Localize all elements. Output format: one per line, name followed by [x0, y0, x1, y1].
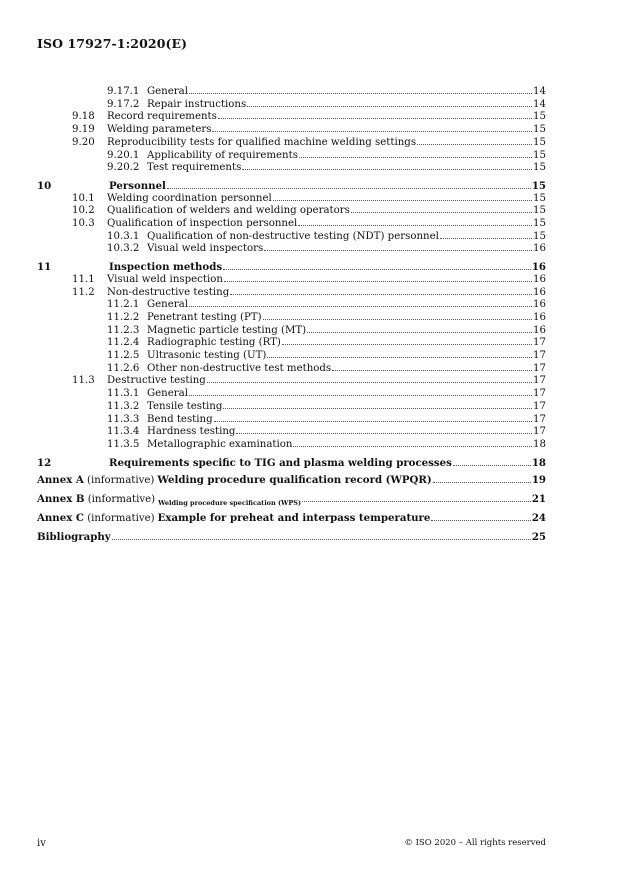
dot-leader	[212, 131, 532, 132]
toc-entry[interactable]	[37, 193, 546, 206]
annex-title: Example for preheat and interpass temperature	[157, 511, 431, 524]
toc-entry-annex-c[interactable]	[37, 512, 546, 526]
toc-entry[interactable]	[37, 299, 546, 312]
toc-entry-number: 11.3.3	[107, 413, 140, 425]
toc-entry-page: 15	[533, 162, 546, 174]
annex-title: Welding procedure specification (WPS)	[158, 499, 302, 508]
toc-entry-page: 15	[533, 149, 546, 161]
dot-leader	[218, 118, 532, 119]
annex-title: Welding procedure qualification record (WPQR)	[157, 474, 432, 487]
dot-leader	[263, 319, 532, 320]
toc-entry[interactable]	[37, 401, 546, 414]
dot-leader	[230, 294, 532, 295]
toc-entry-page: 16	[533, 324, 546, 336]
annex-label: Annex B	[37, 493, 85, 506]
toc-entry-annex-b[interactable]	[37, 493, 546, 507]
toc-entry-page: 18	[531, 456, 546, 469]
toc-entry[interactable]	[37, 414, 546, 427]
toc-entry-number: 9.20.1	[107, 149, 140, 161]
toc-entry-title: General	[147, 299, 188, 311]
toc-block-10	[37, 180, 546, 256]
toc-entry[interactable]	[37, 375, 546, 388]
toc-entry-number: 11.2.6	[107, 362, 140, 374]
toc-entry[interactable]	[37, 363, 546, 376]
toc-entry[interactable]	[37, 274, 546, 287]
dot-leader	[267, 357, 532, 358]
dot-leader	[417, 144, 532, 145]
toc-entry-number: 11.3.4	[107, 426, 140, 438]
toc-entry-title: Visual weld inspectors	[147, 243, 264, 255]
toc-entry-page: 16	[531, 261, 546, 274]
toc-entry[interactable]	[37, 426, 546, 439]
toc-entry[interactable]	[37, 205, 546, 218]
dot-leader	[247, 106, 532, 107]
toc-entry-number: 9.20.2	[107, 162, 140, 174]
toc-entry-page: 24	[531, 511, 546, 524]
dot-leader	[351, 212, 532, 213]
toc-entry-page: 15	[531, 179, 546, 192]
toc-entry[interactable]	[37, 439, 546, 452]
toc-entry[interactable]	[37, 162, 546, 175]
toc-entry-number: 10	[37, 179, 52, 192]
toc-entry[interactable]	[37, 350, 546, 363]
annex-informative: (informative)	[87, 494, 156, 506]
toc-entry-number: 11.1	[72, 273, 95, 285]
dot-leader	[440, 238, 532, 239]
dot-leader	[431, 520, 530, 521]
toc-entry-title: Metallographic examination	[147, 438, 293, 450]
toc-entry-number: 9.18	[72, 111, 95, 123]
toc-entry-number: 10.2	[72, 205, 95, 217]
toc-block-9	[37, 86, 546, 175]
annex-label: Annex A	[37, 474, 84, 487]
dot-leader	[264, 250, 532, 251]
dot-leader	[302, 501, 531, 502]
toc-entry-number: 11.2	[72, 286, 95, 298]
toc-entry-number: 11.3.1	[107, 388, 140, 400]
toc-entry[interactable]	[37, 312, 546, 325]
toc-entry-title: Requirements specific to TIG and plasma welding processes	[109, 456, 452, 469]
dot-leader	[189, 306, 532, 307]
dot-leader	[189, 395, 532, 396]
toc-entry-number: 11.3.5	[107, 438, 140, 450]
toc-entry-title: Other non-destructive test methods	[147, 362, 332, 374]
toc-entry[interactable]	[37, 231, 546, 244]
toc-entry-title: Applicability of requirements	[147, 149, 298, 161]
toc-entry-title: General	[147, 86, 188, 97]
toc-entry[interactable]	[37, 287, 546, 300]
toc-entry-number: 9.20	[72, 136, 95, 148]
toc-entry-number: 9.17.1	[107, 86, 140, 97]
toc-entry-title: Personnel	[109, 179, 166, 192]
toc-entry-title: Visual weld inspection	[107, 273, 223, 285]
toc-entry-number: 10.3.2	[107, 243, 140, 255]
toc-entry-page: 18	[533, 438, 546, 450]
toc-entry-title: Reproducibility tests for qualified machine welding settings	[107, 136, 417, 148]
toc-entry-title: Bend testing	[147, 413, 213, 425]
toc-entry-number: 11.3	[72, 375, 95, 387]
toc-entry-number: 11.2.1	[107, 299, 140, 311]
toc-entry-number: 10.1	[72, 192, 95, 204]
toc-entry[interactable]	[37, 388, 546, 401]
toc-entry[interactable]	[37, 99, 546, 112]
toc-entry-page: 15	[533, 218, 546, 230]
annex-informative: (informative)	[86, 475, 155, 487]
toc-entry-number: 11.2.4	[107, 337, 140, 349]
toc-entry[interactable]	[37, 337, 546, 350]
dot-leader	[298, 225, 532, 226]
table-of-contents	[37, 86, 546, 543]
toc-entry-title: Qualification of welders and welding operators	[107, 205, 350, 217]
toc-entry[interactable]	[37, 261, 546, 274]
toc-entry-number: 11.2.5	[107, 350, 140, 362]
toc-entry-page: 16	[533, 286, 546, 298]
toc-entry-page: 17	[533, 337, 546, 349]
dot-leader	[112, 539, 531, 540]
dot-leader	[223, 408, 532, 409]
toc-entry-title: Tensile testing	[147, 400, 223, 412]
toc-entry-number: 9.17.2	[107, 98, 140, 110]
toc-entry-title: General	[147, 388, 188, 400]
toc-entry-number: 10.3.1	[107, 230, 140, 242]
toc-entry-page: 17	[533, 426, 546, 438]
toc-entry-page: 15	[533, 111, 546, 123]
dot-leader	[273, 200, 532, 201]
toc-entry-title: Record requirements	[107, 111, 217, 123]
toc-entry[interactable]	[37, 218, 546, 231]
toc-entry[interactable]	[37, 243, 546, 256]
toc-entry-page: 17	[533, 413, 546, 425]
annex-informative: (informative)	[87, 512, 155, 524]
toc-entry-title: Welding coordination personnel	[107, 192, 272, 204]
toc-entry-page: 16	[533, 311, 546, 323]
toc-entry-title: Welding parameters	[107, 124, 212, 136]
toc-entry-page: 15	[533, 205, 546, 217]
toc-entry-title: Magnetic particle testing (MT)	[147, 324, 307, 336]
toc-entry-page: 21	[531, 493, 546, 506]
toc-entry-page: 15	[533, 192, 546, 204]
toc-entry-title: Radiographic testing (RT)	[147, 337, 281, 349]
toc-entry-title: Hardness testing	[147, 426, 236, 438]
toc-entry-page: 16	[533, 273, 546, 285]
toc-entry[interactable]	[37, 325, 546, 338]
toc-entry-page: 19	[531, 474, 546, 487]
toc-entry-title: Repair instructions	[147, 98, 247, 110]
toc-entry-page: 15	[533, 230, 546, 242]
dot-leader	[214, 421, 532, 422]
toc-entry-title: Destructive testing	[107, 375, 206, 387]
dot-leader	[307, 332, 532, 333]
dot-leader	[282, 344, 532, 345]
toc-entry-page: 25	[531, 530, 546, 543]
toc-entry-page: 14	[533, 98, 546, 110]
toc-block-11	[37, 261, 546, 452]
toc-entry-annex-a[interactable]	[37, 474, 546, 488]
dot-leader	[433, 482, 531, 483]
toc-entry-number: 12	[37, 456, 52, 469]
annex-label: Annex C	[37, 511, 84, 524]
dot-leader	[293, 446, 532, 447]
toc-entry-page: 17	[533, 350, 546, 362]
dot-leader	[332, 370, 532, 371]
dot-leader	[189, 93, 532, 94]
toc-entry[interactable]	[37, 86, 546, 99]
toc-entry-number: 11.3.2	[107, 400, 140, 412]
toc-entry-page: 17	[533, 362, 546, 374]
toc-entry-page: 15	[533, 136, 546, 148]
toc-entry-title: Test requirements	[147, 162, 242, 174]
toc-entry-page: 14	[533, 86, 546, 97]
toc-entry[interactable]	[37, 111, 546, 124]
toc-entry-page: 15	[533, 124, 546, 136]
toc-entry-page: 17	[533, 375, 546, 387]
document-header: ISO 17927-1:2020(E)	[37, 36, 188, 51]
toc-entry-title: Qualification of non-destructive testing (NDT) personnel	[147, 230, 439, 242]
toc-entry[interactable]	[37, 124, 546, 137]
toc-entry[interactable]	[37, 137, 546, 150]
toc-entry-title: Non-destructive testing	[107, 286, 230, 298]
toc-entry-page: 17	[533, 388, 546, 400]
toc-entry-section-12[interactable]	[37, 457, 546, 470]
dot-leader	[207, 382, 532, 383]
toc-entry[interactable]	[37, 150, 546, 163]
copyright-notice: © ISO 2020 – All rights reserved	[404, 838, 546, 848]
toc-entry-title: Inspection methods	[109, 261, 223, 274]
toc-entry-page: 16	[533, 299, 546, 311]
toc-entry-page: 16	[533, 243, 546, 255]
dot-leader	[224, 281, 532, 282]
toc-entry-page: 17	[533, 400, 546, 412]
dot-leader	[236, 433, 532, 434]
dot-leader	[223, 269, 531, 270]
toc-entry-number: 10.3	[72, 218, 95, 230]
toc-entry-number: 11	[37, 261, 52, 274]
toc-entry-number: 11.2.2	[107, 311, 140, 323]
page-footer	[37, 838, 546, 849]
dot-leader	[453, 465, 531, 466]
dot-leader	[242, 169, 532, 170]
dot-leader	[299, 157, 532, 158]
toc-entry-title: Ultrasonic testing (UT)	[147, 350, 267, 362]
toc-entry-title: Penetrant testing (PT)	[147, 311, 262, 323]
toc-entry-bibliography[interactable]	[37, 531, 546, 544]
toc-entry-number: 11.2.3	[107, 324, 140, 336]
page-number: iv	[37, 838, 46, 849]
toc-entry-title: Bibliography	[37, 530, 111, 543]
dot-leader	[167, 188, 531, 189]
toc-entry[interactable]	[37, 180, 546, 193]
toc-entry-number: 9.19	[72, 124, 95, 136]
toc-entry-title: Qualification of inspection personnel	[107, 218, 298, 230]
